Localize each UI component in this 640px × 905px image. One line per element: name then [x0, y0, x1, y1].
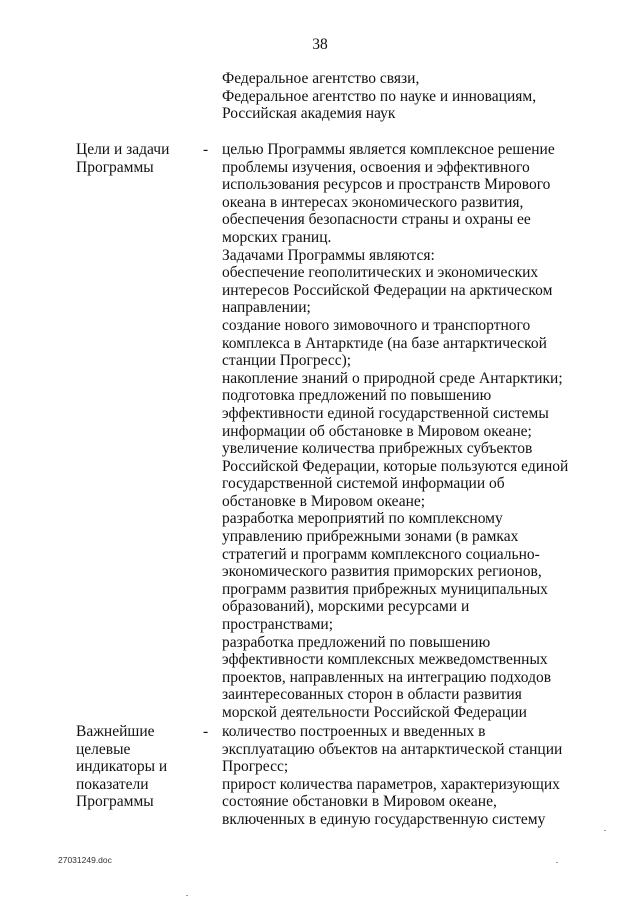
content-line: эффективности комплексных межведомственных — [222, 651, 548, 669]
content-line: направлении; — [222, 299, 311, 317]
section-indicators-label — [76, 723, 167, 811]
content-line: проектов, направленных на интеграцию подходов — [222, 668, 552, 686]
content-line: океана в интересах экономического развития, — [222, 193, 524, 211]
label-line: Цели и задачи — [76, 141, 170, 158]
footer-filename: 27031249.doc — [58, 855, 112, 865]
content-line: комплекса в Антарктиде (на базе антарктической — [222, 334, 547, 352]
content-line: проблемы изучения, освоения и эффективного — [222, 158, 530, 176]
content-line: обстановке в Мировом океане; — [222, 492, 426, 510]
content-line: информации об обстановке в Мировом океане; — [222, 422, 532, 440]
scan-speck — [604, 830, 606, 831]
content-line: экономического развития приморских регионов, — [222, 563, 542, 581]
section-goals-label — [76, 141, 169, 176]
content-line: программ развития прибрежных муниципальных — [222, 580, 548, 598]
label-line: показатели — [76, 775, 149, 793]
content-line: увеличение количества прибрежных субъектов — [222, 440, 533, 458]
label-line: Важнейшие — [76, 723, 155, 740]
content-line: накопление знаний о природной среде Антарктики; — [222, 369, 563, 387]
intro-line: Федеральное агентство по науке и инновациям, — [222, 87, 537, 105]
content-line: количество построенных и введенных в — [222, 723, 486, 740]
content-line: Прогресс; — [222, 758, 289, 776]
intro-line: Российская академия наук — [222, 105, 396, 123]
content-line: разработка мероприятий по комплексному — [222, 510, 503, 528]
content-line: морской деятельности Российской Федерации — [222, 704, 527, 721]
content-line: использования ресурсов и пространств Мирового — [222, 176, 551, 194]
content-line: подготовка предложений по повышению — [222, 387, 492, 405]
content-line: включенных в единую государственную систему — [222, 810, 546, 828]
content-line: пространствами; — [222, 616, 334, 634]
label-line: целевые — [76, 740, 131, 758]
content-line: образований), морскими ресурсами и — [222, 598, 470, 616]
content-line: состояние обстановки в Мировом океане, — [222, 793, 497, 811]
intro-block — [222, 70, 536, 123]
content-line: станции Прогресс); — [222, 352, 352, 370]
section-indicators-content — [222, 723, 562, 829]
label-line: Программы — [76, 158, 154, 176]
page-number: 38 — [312, 36, 328, 53]
scan-speck — [556, 862, 558, 863]
content-line: интересов Российской Федерации на арктическом — [222, 281, 553, 299]
content-line: морских границ. — [222, 228, 332, 246]
content-line: создание нового зимовочного и транспортного — [222, 316, 531, 334]
content-line: стратегий и программ комплексного социально- — [222, 545, 540, 563]
content-line: прирост количества параметров, характеризующих — [222, 775, 560, 793]
section-goals-content — [222, 141, 568, 722]
content-line: целью Программы является комплексное решение — [222, 141, 555, 158]
content-line: управлению прибрежными зонами (в рамках — [222, 528, 519, 546]
section-indicators-dash: - — [203, 723, 209, 740]
content-line: Российской Федерации, которые пользуются единой — [222, 457, 569, 475]
content-line: обеспечение геополитических и экономических — [222, 264, 539, 282]
scan-speck — [186, 895, 188, 896]
content-line: Задачами Программы являются: — [222, 246, 435, 264]
label-line: Программы — [76, 793, 154, 811]
content-line: эксплуатацию объектов на антарктической станции — [222, 740, 563, 758]
label-line: индикаторы и — [76, 758, 168, 776]
content-line: эффективности единой государственной системы — [222, 404, 549, 422]
content-line: обеспечения безопасности страны и охраны ее — [222, 211, 531, 229]
content-line: государственной системой информации об — [222, 475, 505, 493]
section-goals-dash: - — [203, 141, 209, 158]
intro-line: Федеральное агентство связи, — [222, 70, 420, 87]
content-line: разработка предложений по повышению — [222, 633, 491, 651]
content-line: заинтересованных сторон в области развития — [222, 686, 522, 704]
